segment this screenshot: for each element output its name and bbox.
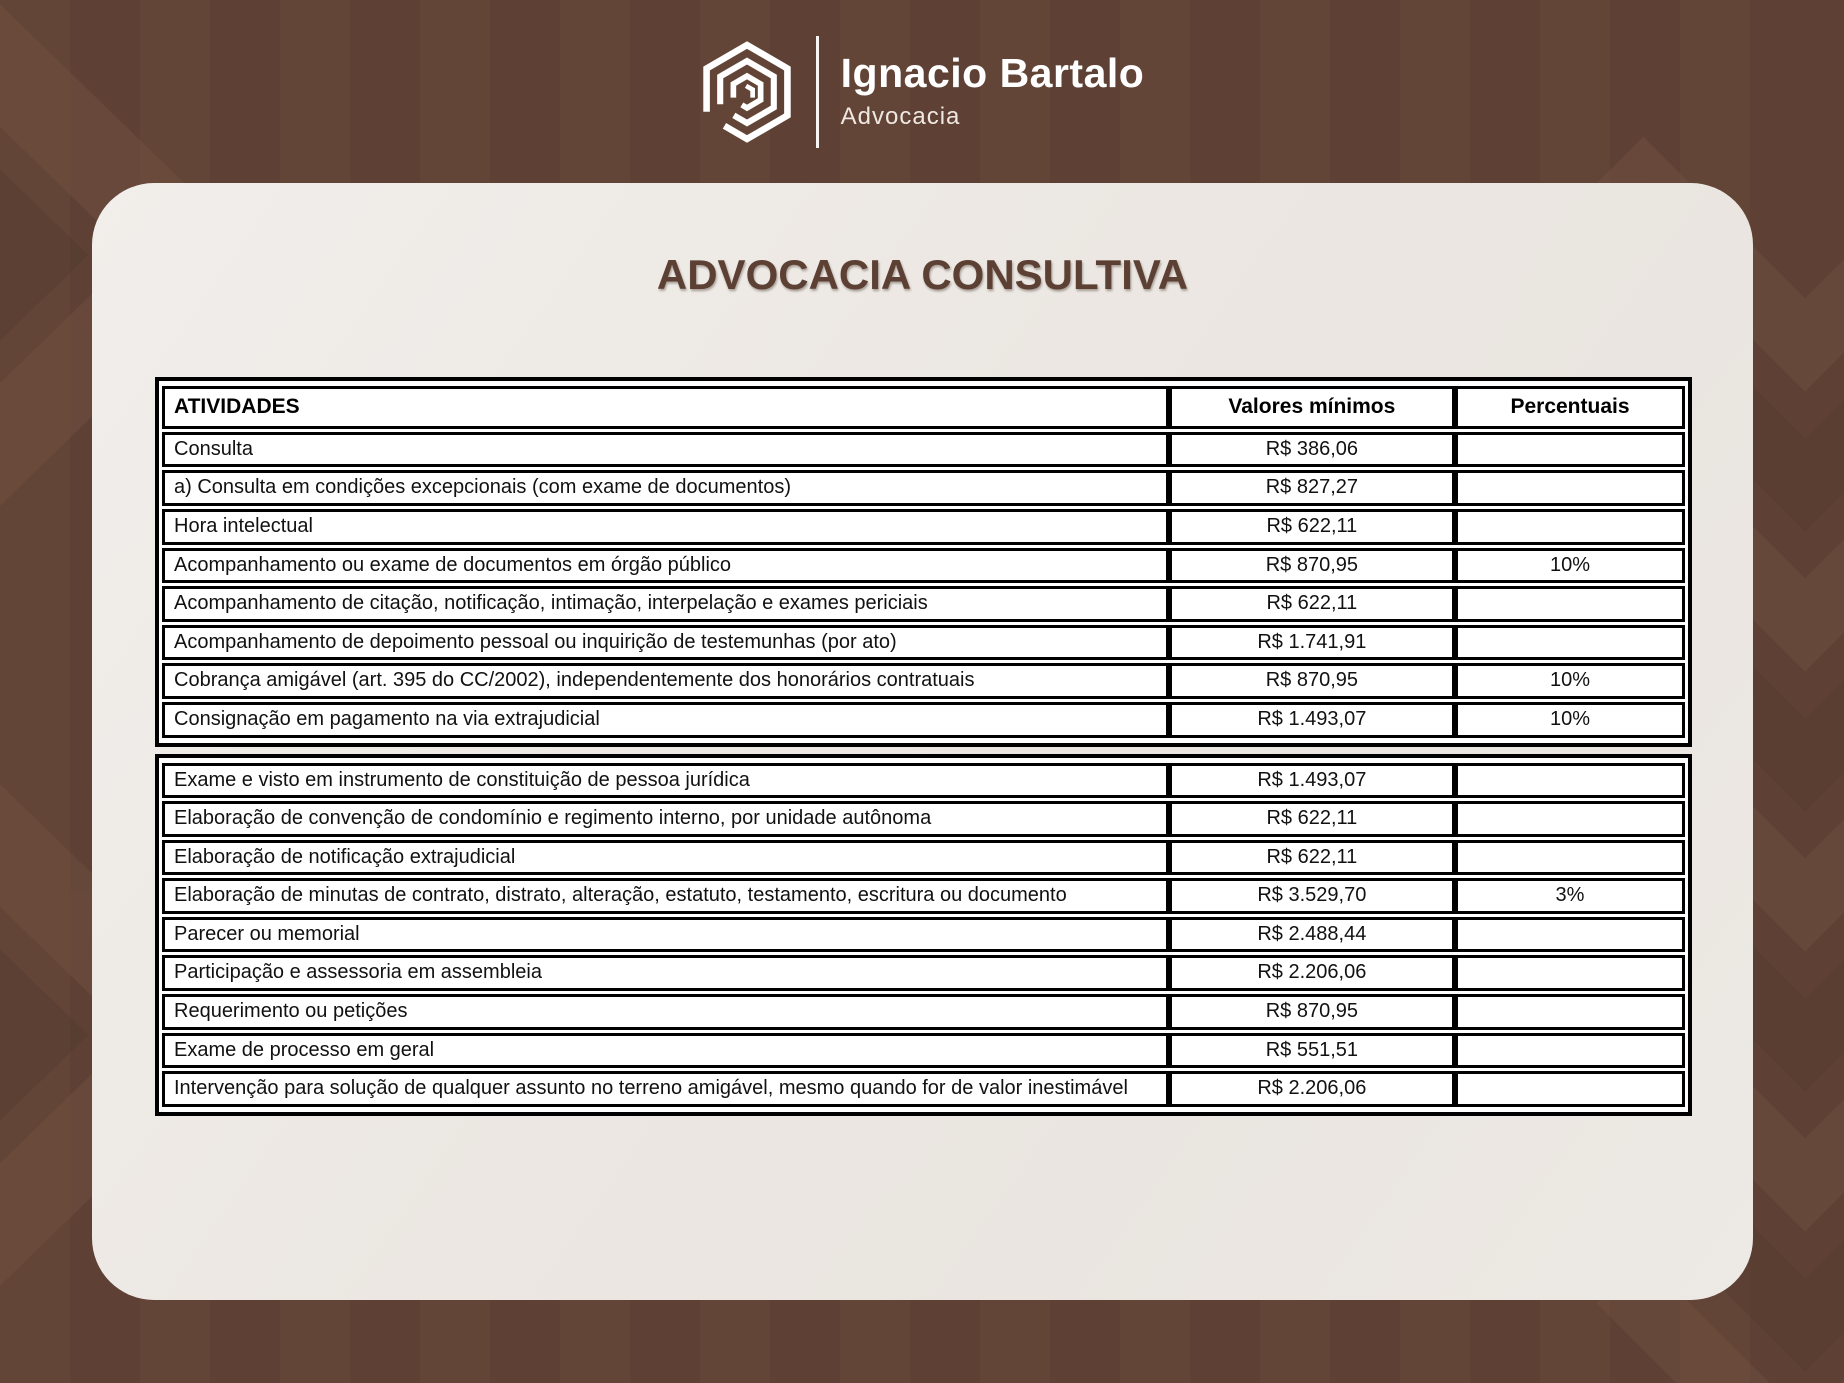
value-cell: R$ 2.206,06 <box>1169 1071 1455 1107</box>
value-cell: R$ 870,95 <box>1169 994 1455 1030</box>
column-header-activities: ATIVIDADES <box>162 386 1169 429</box>
value-cell: R$ 870,95 <box>1169 663 1455 699</box>
percent-cell <box>1455 763 1685 799</box>
table-row <box>162 432 1685 468</box>
value-cell: R$ 551,51 <box>1169 1033 1455 1069</box>
activity-cell: Acompanhamento de citação, notificação, intimação, interpelação e exames periciais <box>162 586 1169 622</box>
percent-cell <box>1455 917 1685 953</box>
fees-table <box>162 383 1685 741</box>
table-row <box>162 763 1685 799</box>
value-cell: R$ 1.493,07 <box>1169 702 1455 738</box>
percent-cell: 10% <box>1455 663 1685 699</box>
activity-cell: Parecer ou memorial <box>162 917 1169 953</box>
percent-cell <box>1455 994 1685 1030</box>
value-cell: R$ 386,06 <box>1169 432 1455 468</box>
brand-subtitle: Advocacia <box>840 103 961 131</box>
percent-cell <box>1455 955 1685 991</box>
brand-header <box>0 0 1844 183</box>
percent-cell <box>1455 625 1685 661</box>
percent-cell: 3% <box>1455 878 1685 914</box>
table-header-row <box>162 386 1685 429</box>
activity-cell: Cobrança amigável (art. 395 do CC/2002), independentemente dos honorários contratuais <box>162 663 1169 699</box>
brand-divider <box>816 36 819 148</box>
table-row <box>162 509 1685 545</box>
table-row <box>162 702 1685 738</box>
activity-cell: Acompanhamento ou exame de documentos em órgão público <box>162 548 1169 584</box>
hexagon-spiral-icon <box>700 34 794 150</box>
activity-cell: Exame e visto em instrumento de constituição de pessoa jurídica <box>162 763 1169 799</box>
value-cell: R$ 1.741,91 <box>1169 625 1455 661</box>
content-card <box>92 183 1753 1300</box>
percent-cell <box>1455 509 1685 545</box>
activity-cell: Requerimento ou petições <box>162 994 1169 1030</box>
percent-cell <box>1455 840 1685 876</box>
value-cell: R$ 827,27 <box>1169 470 1455 506</box>
column-header-min-values: Valores mínimos <box>1169 386 1455 429</box>
value-cell: R$ 622,11 <box>1169 840 1455 876</box>
percent-cell <box>1455 1071 1685 1107</box>
activity-cell: Intervenção para solução de qualquer assunto no terreno amigável, mesmo quando for de valor inestimável <box>162 1071 1169 1107</box>
fees-table-block-2 <box>155 754 1692 1116</box>
value-cell: R$ 622,11 <box>1169 801 1455 837</box>
activity-cell: Elaboração de minutas de contrato, distrato, alteração, estatuto, testamento, escritura ou documento <box>162 878 1169 914</box>
percent-cell: 10% <box>1455 548 1685 584</box>
table-row <box>162 955 1685 991</box>
percent-cell <box>1455 801 1685 837</box>
value-cell: R$ 2.488,44 <box>1169 917 1455 953</box>
table-row <box>162 548 1685 584</box>
activity-cell: Hora intelectual <box>162 509 1169 545</box>
activity-cell: Acompanhamento de depoimento pessoal ou inquirição de testemunhas (por ato) <box>162 625 1169 661</box>
value-cell: R$ 3.529,70 <box>1169 878 1455 914</box>
table-row <box>162 917 1685 953</box>
fees-table-block-1 <box>155 377 1692 747</box>
value-cell: R$ 2.206,06 <box>1169 955 1455 991</box>
fees-table-area <box>155 377 1692 1116</box>
activity-cell: Consulta <box>162 432 1169 468</box>
value-cell: R$ 870,95 <box>1169 548 1455 584</box>
table-row <box>162 840 1685 876</box>
activity-cell: Elaboração de convenção de condomínio e regimento interno, por unidade autônoma <box>162 801 1169 837</box>
brand-lockup <box>840 49 1145 131</box>
activity-cell: Elaboração de notificação extrajudicial <box>162 840 1169 876</box>
activity-cell: Participação e assessoria em assembleia <box>162 955 1169 991</box>
brand-name: Ignacio Bartalo <box>840 49 1145 96</box>
page-title: ADVOCACIA CONSULTIVA <box>656 251 1189 298</box>
column-header-percentages: Percentuais <box>1455 386 1685 429</box>
value-cell: R$ 1.493,07 <box>1169 763 1455 799</box>
percent-cell <box>1455 1033 1685 1069</box>
value-cell: R$ 622,11 <box>1169 509 1455 545</box>
activity-cell: Consignação em pagamento na via extrajudicial <box>162 702 1169 738</box>
table-row <box>162 1071 1685 1107</box>
table-row <box>162 878 1685 914</box>
table-row <box>162 801 1685 837</box>
value-cell: R$ 622,11 <box>1169 586 1455 622</box>
percent-cell <box>1455 432 1685 468</box>
table-row <box>162 1033 1685 1069</box>
percent-cell <box>1455 586 1685 622</box>
fees-table <box>162 760 1685 1110</box>
activity-cell: Exame de processo em geral <box>162 1033 1169 1069</box>
percent-cell: 10% <box>1455 702 1685 738</box>
table-row <box>162 663 1685 699</box>
table-row <box>162 625 1685 661</box>
table-row <box>162 586 1685 622</box>
percent-cell <box>1455 470 1685 506</box>
table-row <box>162 470 1685 506</box>
activity-cell: a) Consulta em condições excepcionais (com exame de documentos) <box>162 470 1169 506</box>
table-row <box>162 994 1685 1030</box>
